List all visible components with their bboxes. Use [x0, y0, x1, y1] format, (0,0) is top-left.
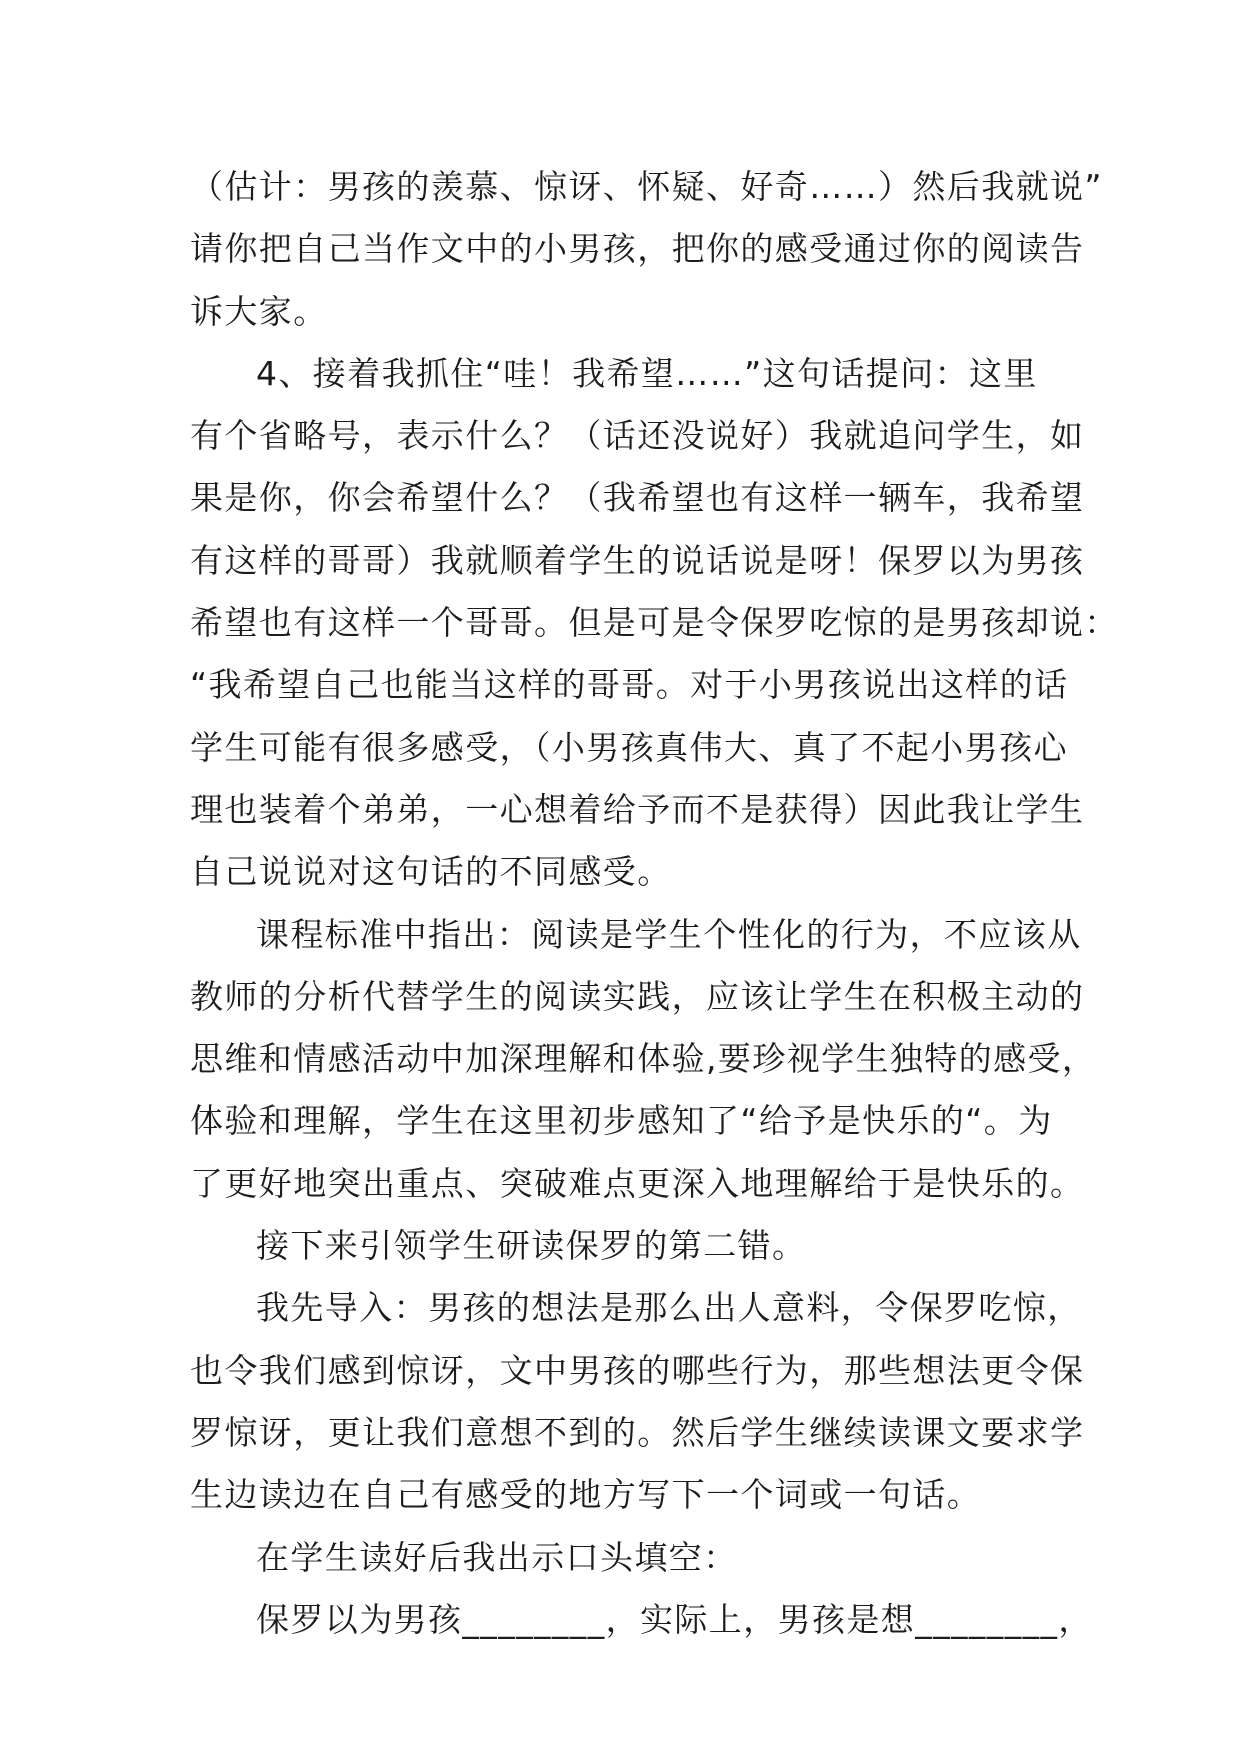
text-line: 生边读边在自己有感受的地方写下一个词或一句话。 — [190, 1475, 982, 1515]
document-body — [190, 156, 1119, 1651]
text-line: 在学生读好后我出示口头填空： — [256, 1537, 738, 1577]
text-line: 课程标准中指出：阅读是学生个性化的行为，不应该从 — [256, 914, 1082, 954]
text-line: 我先导入：男孩的想法是那么出人意料，令保罗吃惊， — [256, 1288, 1082, 1328]
text-line: （估计：男孩的羡慕、惊讶、怀疑、好奇……）然后我就说” — [190, 167, 1103, 206]
text-line: 理也装着个弟弟，一心想着给予而不是获得）因此我让学生 — [190, 789, 1085, 829]
text-line: “我希望自己也能当这样的哥哥。对于小男孩说出这样的话 — [190, 665, 1069, 705]
text-line: 罗惊讶，更让我们意想不到的。然后学生继续读课文要求学 — [190, 1412, 1085, 1452]
text-line: 接下来引领学生研读保罗的第二错。 — [256, 1226, 807, 1266]
text-line: 请你把自己当作文中的小男孩，把你的感受通过你的阅读告 — [190, 229, 1085, 269]
text-line: 了更好地突出重点、突破难点更深入地理解给于是快乐的。 — [190, 1163, 1085, 1203]
text-line: 学生可能有很多感受，（小男孩真伟大、真了不起小男孩心 — [190, 727, 1068, 767]
paragraph — [190, 904, 1097, 1215]
paragraph — [190, 1215, 1080, 1277]
text-line: 教师的分析代替学生的阅读实践，应该让学生在积极主动的 — [190, 976, 1085, 1016]
text-line: 保罗以为男孩________，实际上，男孩是想________， — [256, 1599, 1093, 1639]
text-line: 诉大家。 — [190, 291, 328, 331]
text-line: 也令我们感到惊讶，文中男孩的哪些行为，那些想法更令保 — [190, 1350, 1085, 1390]
paragraph — [190, 1527, 1080, 1589]
paragraph — [190, 1589, 1093, 1651]
text-line: 希望也有这样一个哥哥。但是可是令保罗吃惊的是男孩却说： — [190, 603, 1119, 643]
text-line: 4、接着我抓住“哇！我希望……”这句话提问：这里 — [256, 353, 1038, 393]
text-line: 有这样的哥哥）我就顺着学生的说话说是呀！保罗以为男孩 — [190, 540, 1085, 580]
text-line: 有个省略号，表示什么？（话还没说好）我就追问学生，如 — [190, 416, 1085, 456]
paragraph — [190, 1277, 1085, 1526]
text-line: 思维和情感活动中加深理解和体验,要珍视学生独特的感受， — [190, 1039, 1097, 1079]
paragraph — [190, 156, 1103, 343]
text-line: 自己说说对这句话的不同感受。 — [190, 852, 672, 892]
text-line: 体验和理解，学生在这里初步感知了“给予是快乐的“。为 — [190, 1101, 1053, 1141]
text-line: 果是你，你会希望什么？（我希望也有这样一辆车，我希望 — [190, 478, 1085, 518]
paragraph — [190, 343, 1119, 904]
